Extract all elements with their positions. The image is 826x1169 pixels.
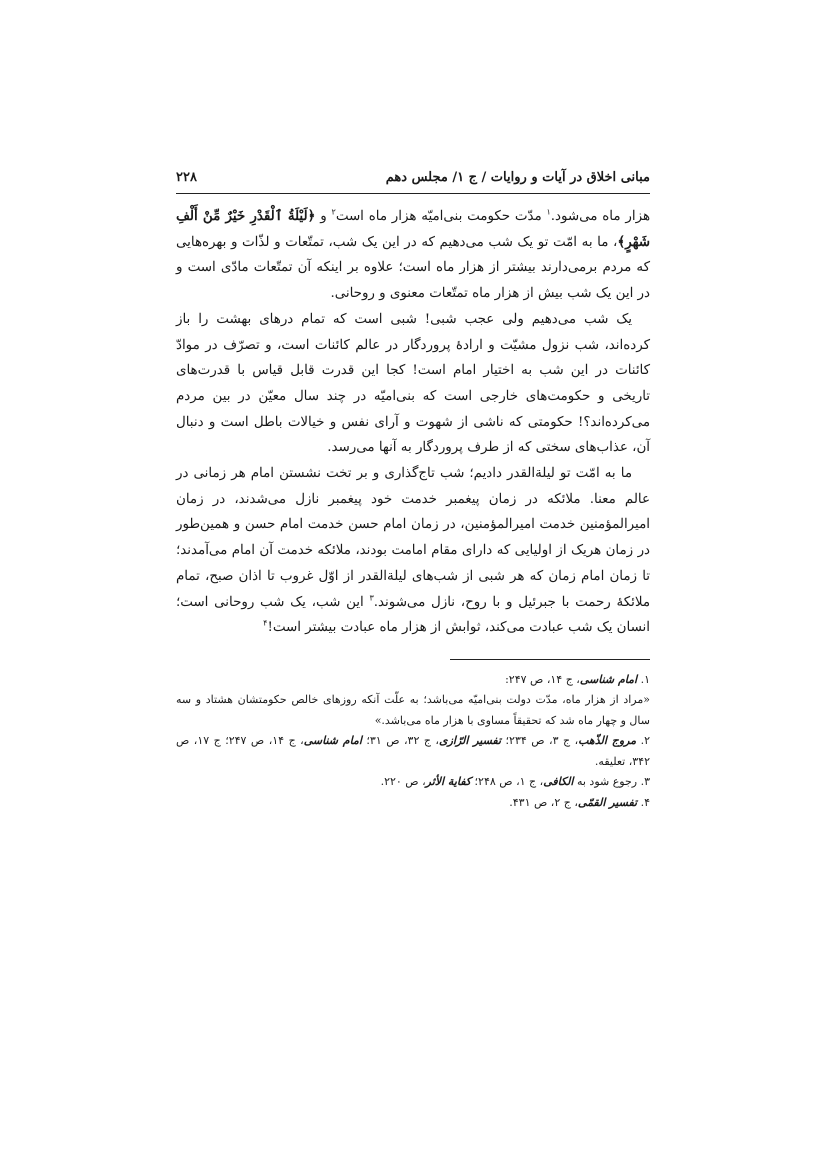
footnote-2: ۲. مروج الذّهب، ج ۳، ص ۲۳۴؛ تفسیر الرّازی، ج ۳۲، ص ۳۱؛ امام شناسی، ج ۱۴، ص ۲۴۷؛ ج ۱۷، ص ۳۴۲، تعلیقه. xyxy=(176,734,650,768)
footnote-1-quote: «مراد از هزار ماه، مدّت دولت بنی‌امیّه می‌باشد؛ به علّت آنکه روزهای خالص حکومتشان هشتاد و سه سال و چهار ماه شد که تحقیقاً مساوی با هزار ماه می‌باشد.» xyxy=(176,693,650,727)
paragraph-3: ما به امّت تو لیلةالقدر دادیم؛ شب تاج‌گذاری و بر تخت نشستن امام هر زمانی در عالم معنا. ملائکه در زمان پیغمبر خدمت خود پیغمبر نازل می‌شدند، در زمان امیرالمؤمنین خدمت امیرالمؤمنین، در زمان امام حسن خدمت امام حسن و همین‌طور در زمان هریک از اولیایی که دارای مقام امامت بودند، ملائکه خدمت آن امام می‌آمدند؛ تا زمان امام زمان که هر شبی از شب‌های لیلةالقدر از اوّل غروب تا اذان صبح، تمام ملائکهٔ رحمت با جبرئیل و با روح، نازل می‌شوند.$^۳$ این شب، یک شب روحانی است؛ انسان یک شب عبادت می‌کند، ثوابش از هزار ماه عبادت بیشتر است!$^۴$ xyxy=(176,466,650,636)
paragraph-1: هزار ماه می‌شود.$^۱$ مدّت حکومت بنی‌امیّه هزار ماه است$^۲$ و ﴿لَيْلَةُ ٱلْقَدْرِ خَيْرٌ مِّنْ أَلْفِ شَهْرٍ﴾، ما به امّت تو یک شب می‌دهیم که در این یک شب، تمتّعات و لذّات و بهره‌هایی که مردم برمی‌دارند بیشتر از هزار ماه است؛ علاوه بر اینکه آن تمتّعات مادّی است و در این یک شب بیش از هزار ماه تمتّعات معنوی و روحانی. xyxy=(176,207,651,302)
quran-verse: ﴿لَيْلَةُ ٱلْقَدْرِ خَيْرٌ مِّنْ أَلْفِ شَهْرٍ﴾ xyxy=(176,208,650,250)
footnote-ref-3: ۳ xyxy=(369,593,374,603)
footnote-ref-4: ۴ xyxy=(263,618,268,628)
footnote-3: ۳. رجوع شود به الکافی، ج ۱، ص ۲۴۸؛ کفایة الأثر، ص ۲۲۰. xyxy=(380,775,650,789)
running-header xyxy=(176,170,650,191)
footnote-1: ۱. امام شناسی، ج ۱۴، ص ۲۴۷: xyxy=(505,672,650,686)
page-number: ۲۲۸ xyxy=(176,170,197,185)
footnotes xyxy=(176,670,650,814)
footnote-rule xyxy=(450,659,650,660)
footnote-ref-2: ۲ xyxy=(331,207,336,217)
footnote-4: ۴. تفسیر القمّی، ج ۲، ص ۴۳۱. xyxy=(509,795,650,809)
footnote-ref-1: ۱ xyxy=(546,207,551,217)
running-title: مبانی اخلاق در آیات و روایات / ج ۱/ مجلس دهم xyxy=(385,170,650,185)
paragraph-2: یک شب می‌دهیم ولی عجب شبی! شبی است که تمام درهای بهشت را باز کرده‌اند، شب نزول مشیّت و ارادهٔ پروردگار در عالم کائنات است، و تصرّف در موادّ کائنات در این شب به اختیار امام است! کجا این قدرت قابل قیاس با قدرت‌های تاریخی و حکومت‌های خارجی است که بنی‌امیّه در چند سال معیّن در بین مردم می‌کرده‌اند؟! حکومتی که ناشی از شهوت و آرای نفس و خیالات باطل است و دنبال آن، عذاب‌های سختی که از طرف پروردگار به آنها می‌رسد. xyxy=(176,311,650,456)
header-rule xyxy=(176,193,650,194)
main-text xyxy=(176,204,650,641)
book-page xyxy=(176,170,650,813)
